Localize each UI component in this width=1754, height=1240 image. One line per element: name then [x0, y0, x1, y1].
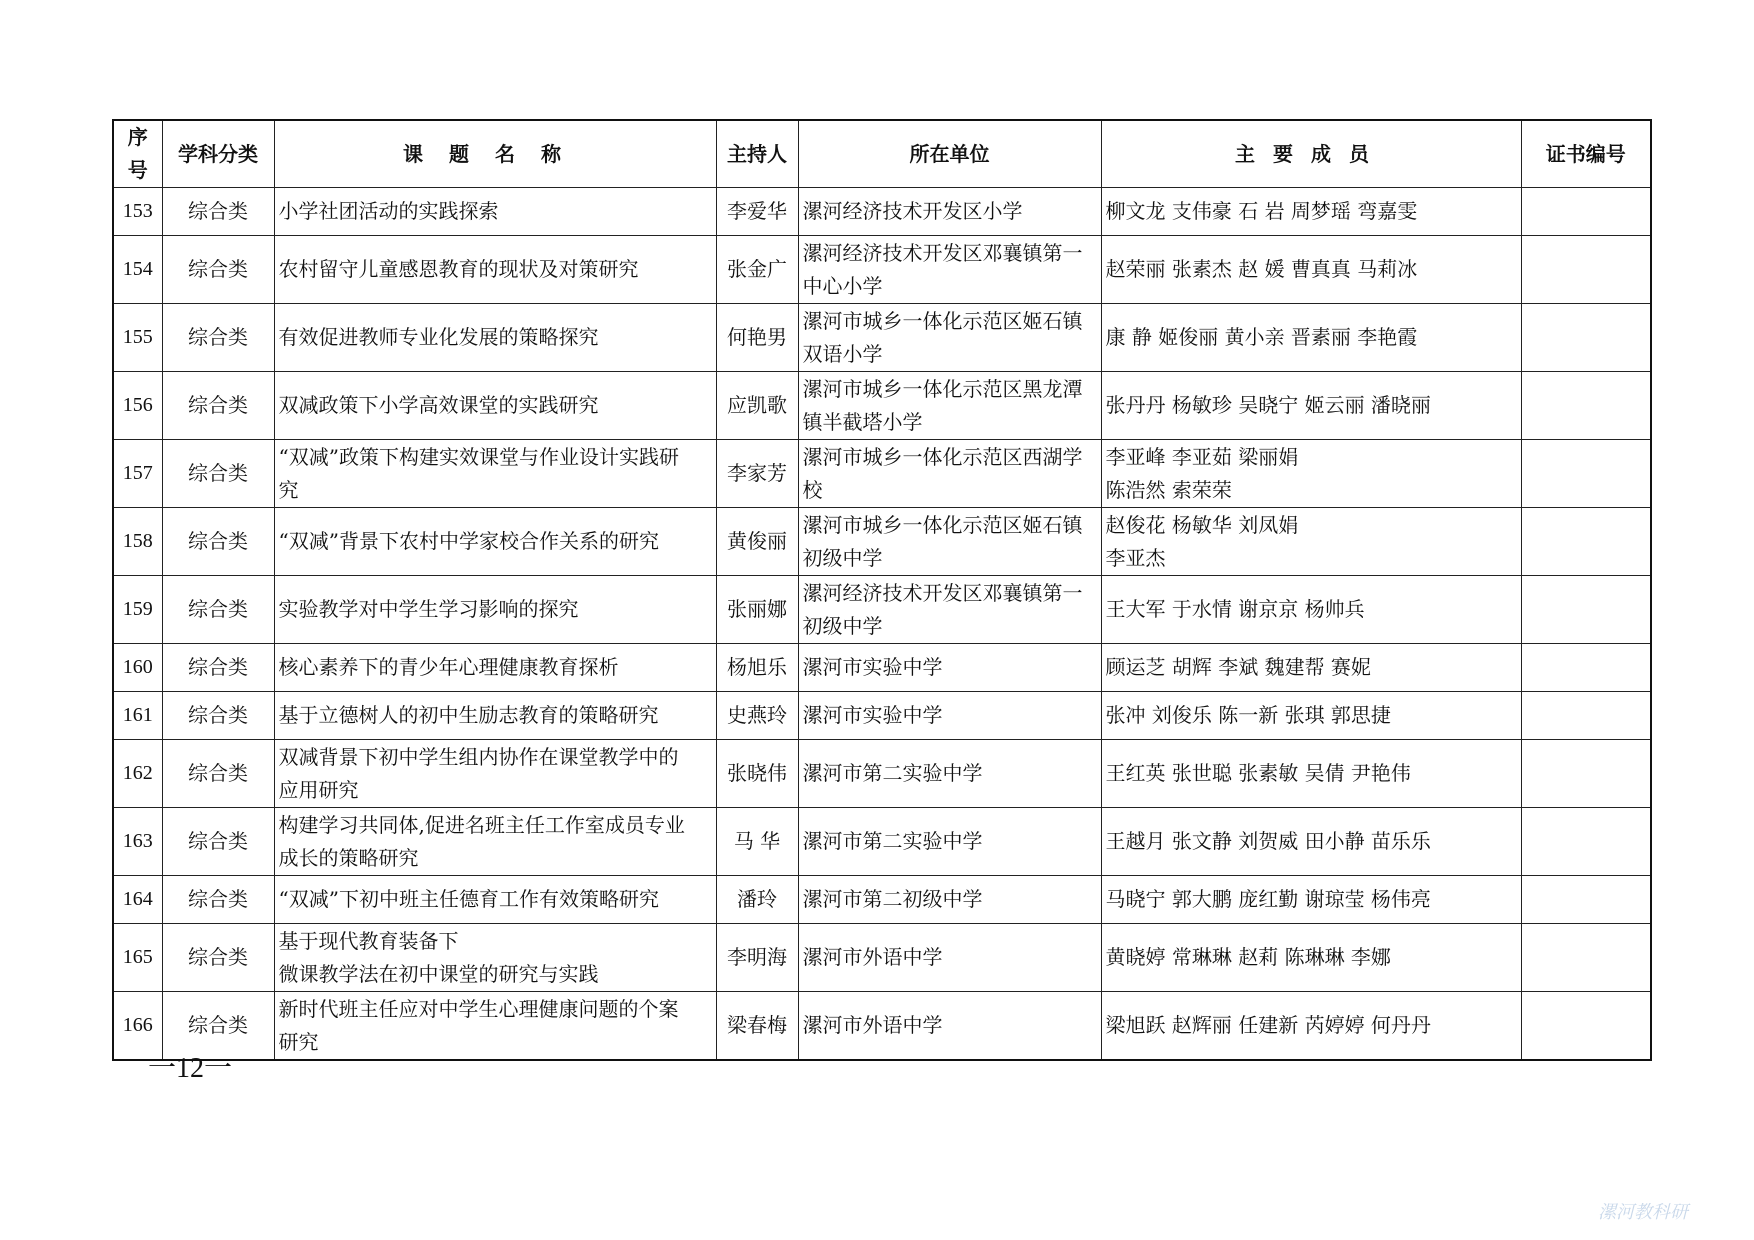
cell-category: 综合类 — [162, 924, 274, 992]
cell-unit — [798, 808, 1101, 876]
cell-unit — [798, 372, 1101, 440]
cell-title-line: 新时代班主任应对中学生心理健康问题的个案 — [278, 996, 679, 1021]
cell-title-line: 基于立德树人的初中生励志教育的策略研究 — [278, 703, 659, 727]
cell-members — [1101, 304, 1521, 372]
table-row — [113, 644, 1651, 692]
cell-title-line: 实验教学对中学生学习影响的探究 — [278, 597, 579, 621]
cell-category: 综合类 — [162, 236, 274, 304]
cell-no: 160 — [113, 644, 162, 692]
cell-no: 165 — [113, 924, 162, 992]
table-row — [113, 440, 1651, 508]
table-row — [113, 808, 1651, 876]
cell-unit-line: 校 — [802, 477, 823, 502]
cell-no: 158 — [113, 508, 162, 576]
cell-host: 史燕玲 — [716, 692, 798, 740]
cell-unit-line: 初级中学 — [802, 545, 883, 570]
cell-title-line: 有效促进教师专业化发展的策略探究 — [278, 325, 599, 349]
cell-members — [1101, 924, 1521, 992]
cell-members-line: 王大军 于水情 谢京京 杨帅兵 — [1105, 597, 1365, 621]
watermark: 漯河教科研 — [1598, 1202, 1688, 1223]
cell-category: 综合类 — [162, 808, 274, 876]
cell-cert — [1521, 440, 1651, 508]
cell-unit-line: 漯河市实验中学 — [802, 703, 943, 727]
cell-unit — [798, 740, 1101, 808]
table-row — [113, 576, 1651, 644]
cell-cert — [1521, 236, 1651, 304]
cell-no: 164 — [113, 876, 162, 924]
cell-members-line: 梁旭跃 赵辉丽 任建新 芮婷婷 何丹丹 — [1105, 1013, 1431, 1037]
cell-category: 综合类 — [162, 876, 274, 924]
cell-host: 张金广 — [716, 236, 798, 304]
cell-title — [274, 440, 716, 508]
table-row — [113, 992, 1651, 1061]
cell-unit — [798, 188, 1101, 236]
cell-unit — [798, 692, 1101, 740]
header-category: 学科分类 — [162, 120, 274, 188]
cell-cert — [1521, 188, 1651, 236]
table-row — [113, 876, 1651, 924]
cell-no: 166 — [113, 992, 162, 1061]
cell-unit — [798, 644, 1101, 692]
cell-members-line: 王越月 张文静 刘贺威 田小静 苗乐乐 — [1105, 829, 1431, 853]
cell-members-line: 康 静 姬俊丽 黄小亲 晋素丽 李艳霞 — [1105, 325, 1418, 349]
table-row — [113, 304, 1651, 372]
header-members: 主要成员 — [1101, 120, 1521, 188]
cell-unit-line: 初级中学 — [802, 613, 883, 638]
cell-category: 综合类 — [162, 304, 274, 372]
cell-no: 159 — [113, 576, 162, 644]
table-row — [113, 372, 1651, 440]
table-body — [113, 188, 1651, 1061]
cell-members-line: 李亚杰 — [1105, 545, 1166, 570]
cell-title — [274, 188, 716, 236]
cell-host: 张晓伟 — [716, 740, 798, 808]
cell-members — [1101, 692, 1521, 740]
cell-title — [274, 236, 716, 304]
cell-unit — [798, 992, 1101, 1061]
cell-unit-line: 双语小学 — [802, 341, 883, 366]
cell-members — [1101, 188, 1521, 236]
cell-unit-line: 漯河市实验中学 — [802, 655, 943, 679]
cell-title — [274, 992, 716, 1061]
cell-unit — [798, 440, 1101, 508]
header-cert: 证书编号 — [1521, 120, 1651, 188]
cell-title-line: 究 — [278, 477, 299, 502]
cell-unit-line: 漯河市外语中学 — [802, 1013, 943, 1037]
cell-members-line: 马晓宁 郭大鹏 庞红勤 谢琼莹 杨伟亮 — [1105, 887, 1431, 911]
cell-cert — [1521, 644, 1651, 692]
cell-host: 应凯歌 — [716, 372, 798, 440]
cell-title-line: 应用研究 — [278, 777, 359, 802]
cell-cert — [1521, 808, 1651, 876]
cell-members-line: 顾运芝 胡辉 李斌 魏建帮 赛妮 — [1105, 655, 1371, 679]
cell-members-line: 赵俊花 杨敏华 刘凤娟 — [1105, 512, 1299, 537]
cell-unit-line: 漯河经济技术开发区邓襄镇第一 — [802, 240, 1083, 265]
cell-title — [274, 576, 716, 644]
cell-title-line: 农村留守儿童感恩教育的现状及对策研究 — [278, 257, 639, 281]
cell-members — [1101, 576, 1521, 644]
cell-unit-line: 漯河市第二实验中学 — [802, 829, 983, 853]
cell-unit-line: 中心小学 — [802, 273, 883, 298]
cell-members-line: 赵荣丽 张素杰 赵 媛 曹真真 马莉冰 — [1105, 257, 1418, 281]
cell-host: 马 华 — [716, 808, 798, 876]
cell-unit-line: 漯河经济技术开发区邓襄镇第一 — [802, 580, 1083, 605]
cell-host: 李爱华 — [716, 188, 798, 236]
cell-title — [274, 924, 716, 992]
cell-host: 李家芳 — [716, 440, 798, 508]
header-title: 课题名称 — [274, 120, 716, 188]
cell-members — [1101, 992, 1521, 1061]
cell-host: 何艳男 — [716, 304, 798, 372]
cell-members-line: 王红英 张世聪 张素敏 吴倩 尹艳伟 — [1105, 761, 1411, 785]
header-no: 序号 — [113, 120, 162, 188]
cell-members — [1101, 876, 1521, 924]
table-row — [113, 188, 1651, 236]
cell-members-line: 柳文龙 支伟豪 石 岩 周梦瑶 弯嘉雯 — [1105, 199, 1418, 223]
cell-unit — [798, 236, 1101, 304]
cell-title — [274, 740, 716, 808]
cell-members — [1101, 740, 1521, 808]
cell-category: 综合类 — [162, 440, 274, 508]
cell-title-line: 微课教学法在初中课堂的研究与实践 — [278, 961, 599, 986]
cell-title-line: “双减”政策下构建实效课堂与作业设计实践研 — [278, 444, 679, 469]
cell-host: 黄俊丽 — [716, 508, 798, 576]
cell-members-line: 张冲 刘俊乐 陈一新 张琪 郭思捷 — [1105, 703, 1391, 727]
cell-unit — [798, 924, 1101, 992]
cell-no: 163 — [113, 808, 162, 876]
cell-title-line: 小学社团活动的实践探索 — [278, 199, 499, 223]
table-header-row — [113, 120, 1651, 188]
cell-unit-line: 漯河市城乡一体化示范区姬石镇 — [802, 512, 1083, 537]
page-number: 一12一 — [148, 1053, 233, 1084]
cell-title — [274, 508, 716, 576]
cell-members-line: 陈浩然 索荣荣 — [1105, 477, 1232, 502]
cell-category: 综合类 — [162, 576, 274, 644]
cell-no: 155 — [113, 304, 162, 372]
cell-category: 综合类 — [162, 372, 274, 440]
cell-host: 潘玲 — [716, 876, 798, 924]
cell-unit-line: 漯河市外语中学 — [802, 945, 943, 969]
cell-title — [274, 692, 716, 740]
cell-category: 综合类 — [162, 692, 274, 740]
cell-unit-line: 漯河经济技术开发区小学 — [802, 199, 1023, 223]
cell-no: 153 — [113, 188, 162, 236]
cell-category: 综合类 — [162, 508, 274, 576]
cell-title-line: 双减背景下初中学生组内协作在课堂教学中的 — [278, 744, 679, 769]
cell-category: 综合类 — [162, 644, 274, 692]
table-row — [113, 236, 1651, 304]
cell-cert — [1521, 692, 1651, 740]
cell-unit-line: 漯河市第二初级中学 — [802, 887, 983, 911]
header-host: 主持人 — [716, 120, 798, 188]
cell-title-line: 成长的策略研究 — [278, 845, 419, 870]
cell-members — [1101, 644, 1521, 692]
cell-category: 综合类 — [162, 740, 274, 808]
cell-no: 162 — [113, 740, 162, 808]
cell-no: 157 — [113, 440, 162, 508]
cell-title — [274, 876, 716, 924]
cell-host: 李明海 — [716, 924, 798, 992]
cell-members — [1101, 440, 1521, 508]
cell-unit-line: 漯河市城乡一体化示范区姬石镇 — [802, 308, 1083, 333]
cell-cert — [1521, 740, 1651, 808]
cell-cert — [1521, 876, 1651, 924]
cell-members-line: 张丹丹 杨敏珍 吴晓宁 姬云丽 潘晓丽 — [1105, 393, 1431, 417]
project-table — [112, 119, 1652, 1061]
cell-title-line: 构建学习共同体,促进名班主任工作室成员专业 — [278, 812, 685, 837]
cell-title-line: 基于现代教育装备下 — [278, 928, 459, 953]
cell-category: 综合类 — [162, 188, 274, 236]
cell-host: 杨旭乐 — [716, 644, 798, 692]
cell-members — [1101, 508, 1521, 576]
cell-no: 161 — [113, 692, 162, 740]
cell-host: 梁春梅 — [716, 992, 798, 1061]
cell-unit — [798, 876, 1101, 924]
cell-title-line: “双减”背景下农村中学家校合作关系的研究 — [278, 529, 659, 553]
cell-cert — [1521, 372, 1651, 440]
cell-members — [1101, 372, 1521, 440]
header-unit: 所在单位 — [798, 120, 1101, 188]
cell-category: 综合类 — [162, 992, 274, 1061]
cell-unit-line: 镇半截塔小学 — [802, 409, 923, 434]
cell-unit — [798, 576, 1101, 644]
cell-unit-line: 漯河市第二实验中学 — [802, 761, 983, 785]
cell-title-line: “双减”下初中班主任德育工作有效策略研究 — [278, 887, 659, 911]
cell-cert — [1521, 992, 1651, 1061]
cell-members-line: 黄晓婷 常琳琳 赵莉 陈琳琳 李娜 — [1105, 945, 1391, 969]
cell-unit — [798, 304, 1101, 372]
cell-cert — [1521, 576, 1651, 644]
cell-title — [274, 808, 716, 876]
cell-cert — [1521, 304, 1651, 372]
table-row — [113, 740, 1651, 808]
table-row — [113, 692, 1651, 740]
cell-no: 156 — [113, 372, 162, 440]
cell-members-line: 李亚峰 李亚茹 梁丽娟 — [1105, 444, 1299, 469]
cell-unit-line: 漯河市城乡一体化示范区西湖学 — [802, 444, 1083, 469]
cell-cert — [1521, 508, 1651, 576]
cell-host: 张丽娜 — [716, 576, 798, 644]
cell-title-line: 研究 — [278, 1029, 319, 1054]
cell-cert — [1521, 924, 1651, 992]
cell-title-line: 核心素养下的青少年心理健康教育探析 — [278, 655, 619, 679]
cell-unit — [798, 508, 1101, 576]
cell-title — [274, 372, 716, 440]
cell-title-line: 双减政策下小学高效课堂的实践研究 — [278, 393, 599, 417]
table-row — [113, 924, 1651, 992]
table-row — [113, 508, 1651, 576]
cell-title — [274, 644, 716, 692]
cell-title — [274, 304, 716, 372]
cell-members — [1101, 236, 1521, 304]
cell-no: 154 — [113, 236, 162, 304]
cell-members — [1101, 808, 1521, 876]
cell-unit-line: 漯河市城乡一体化示范区黑龙潭 — [802, 376, 1083, 401]
